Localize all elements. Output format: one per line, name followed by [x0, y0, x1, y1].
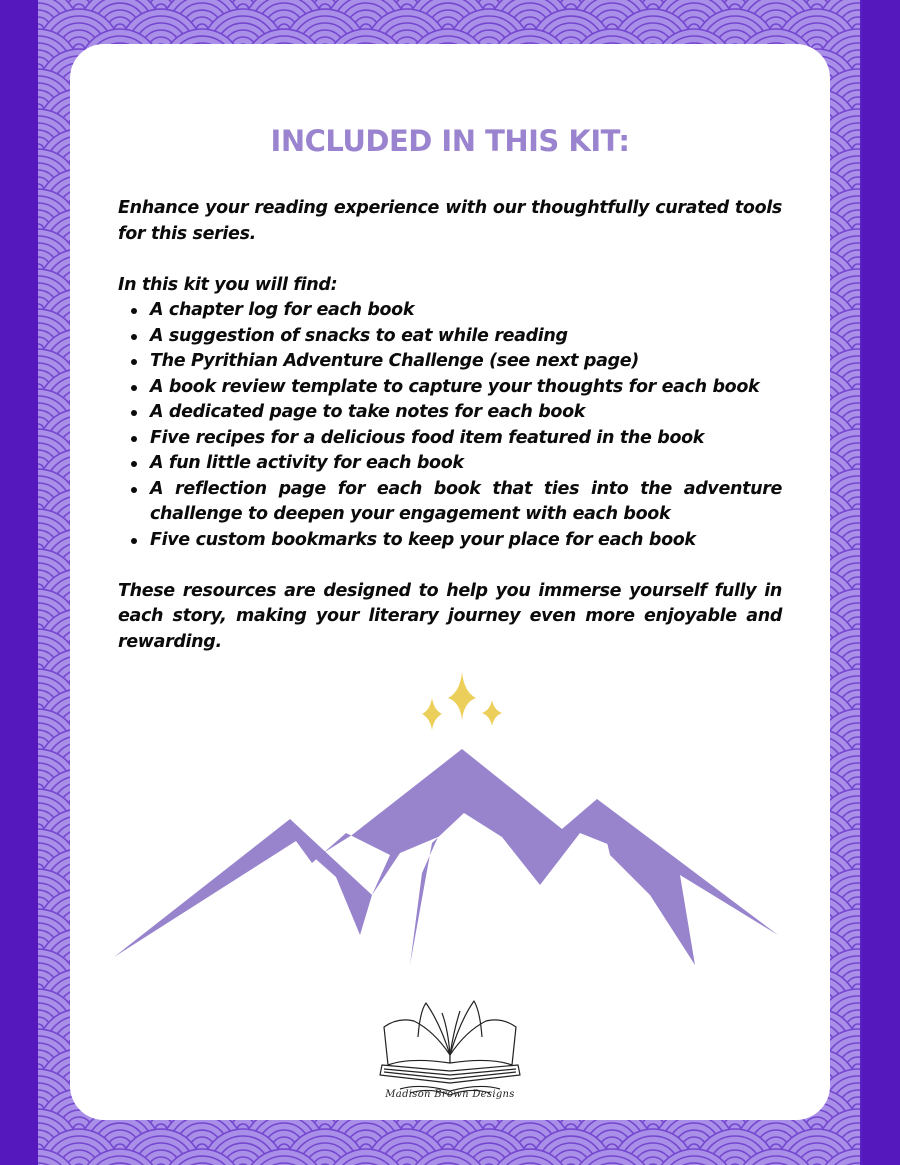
- kit-items-list: [118, 298, 782, 553]
- page-title: INCLUDED IN THIS KIT:: [270, 124, 630, 158]
- closing-paragraph: These resources are designed to help you immerse yourself fully in each story, making your literary journey even more enjoyable and rewarding.: [118, 580, 782, 652]
- page-border-right: [862, 0, 900, 1165]
- list-heading: In this kit you will find:: [118, 274, 338, 295]
- list-item: A fun little activity for each book: [150, 451, 782, 477]
- list-item: Five recipes for a delicious food item featured in the book: [150, 426, 782, 452]
- logo-caption: Madison Brown Designs: [385, 1089, 515, 1100]
- list-item: Five custom bookmarks to keep your place for each book: [150, 528, 782, 554]
- list-item: A reflection page for each book that ties into the adventure challenge to deepen your engagement with each book: [150, 477, 782, 528]
- sparkles-icon: [410, 668, 510, 738]
- mountain-illustration: [110, 745, 790, 970]
- kit-description: [118, 196, 782, 655]
- list-item: The Pyrithian Adventure Challenge (see next page): [150, 349, 782, 375]
- list-item: A chapter log for each book: [150, 298, 782, 324]
- list-item: A dedicated page to take notes for each book: [150, 400, 782, 426]
- list-item: A suggestion of snacks to eat while reading: [150, 324, 782, 350]
- intro-paragraph: Enhance your reading experience with our thoughtfully curated tools for this series.: [118, 198, 782, 244]
- list-item: A book review template to capture your thoughts for each book: [150, 375, 782, 401]
- page-border-left: [0, 0, 38, 1165]
